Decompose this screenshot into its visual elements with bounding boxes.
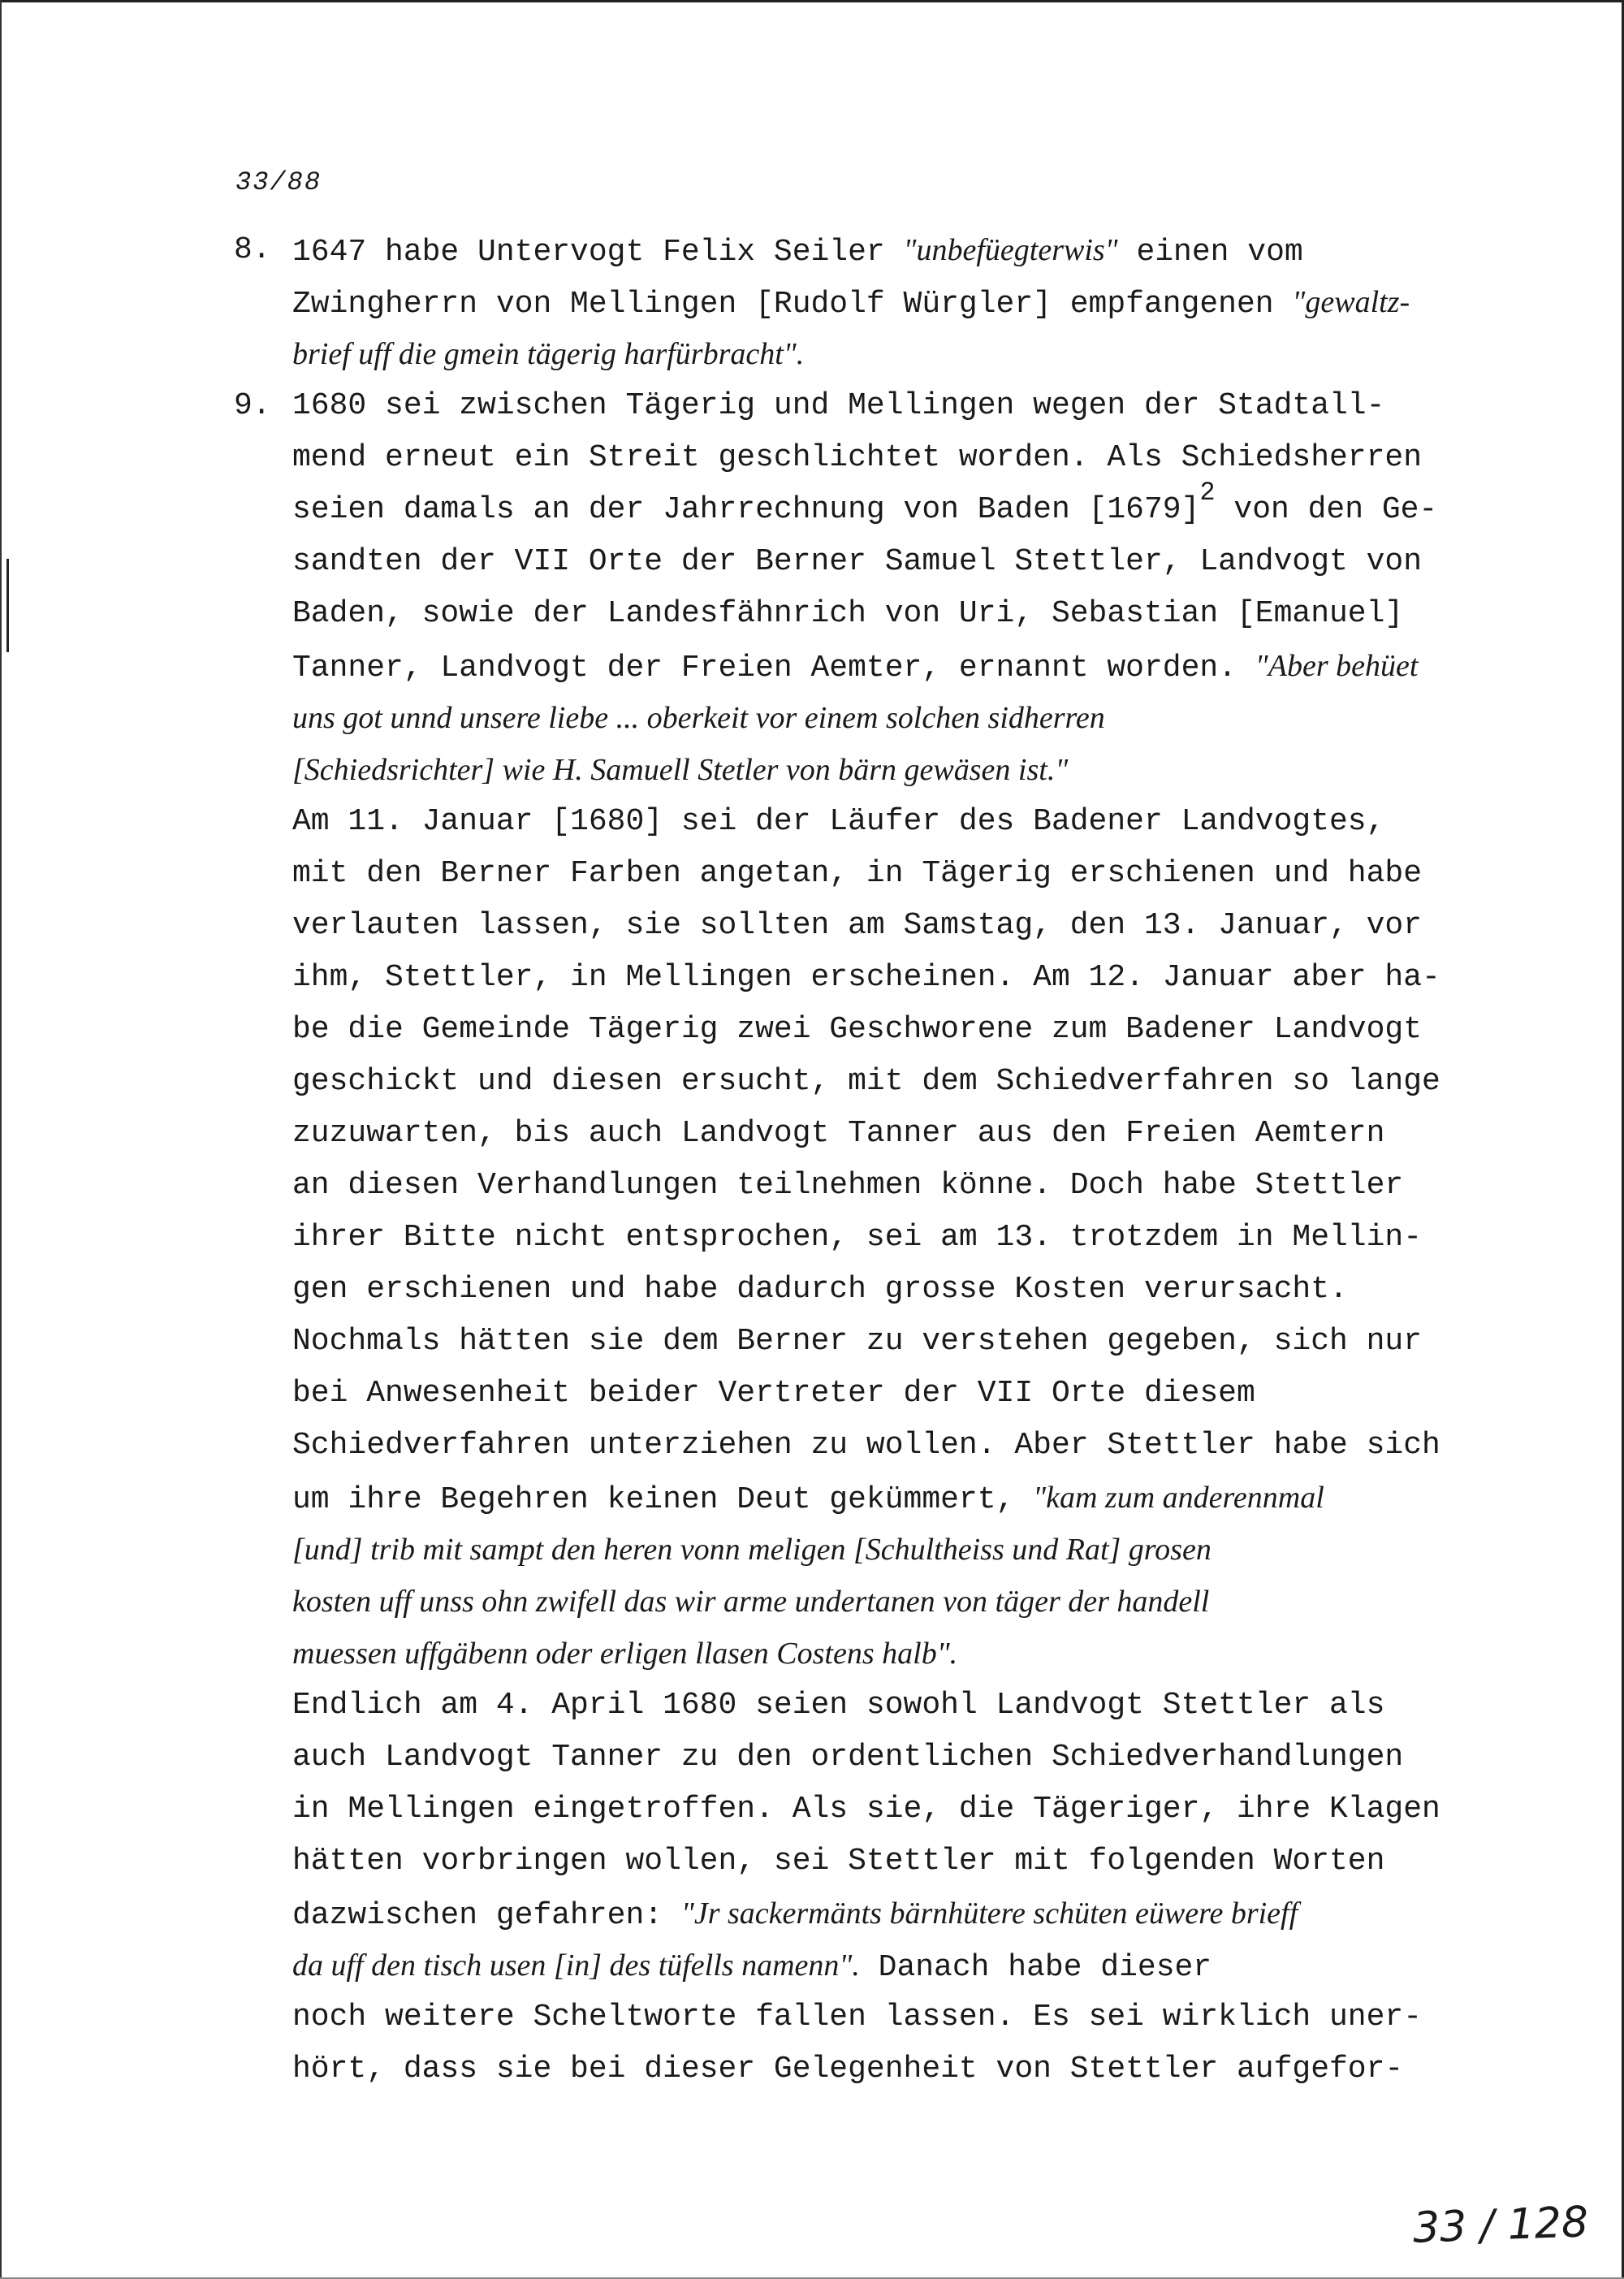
text-line — [292, 1836, 1510, 1888]
text-line — [292, 640, 1510, 692]
body-text: Nochmals hätten sie dem Berner zu verstehen gegeben, sich nur — [292, 1324, 1423, 1359]
paragraph-9 — [234, 380, 1510, 2095]
quoted-text: [Schiedsrichter] wie H. Samuell Stetler von bärn gewäsen ist." — [292, 753, 1069, 787]
quoted-text: "Jr sackermänts bärnhütere schüten eüwere brieff — [680, 1896, 1298, 1931]
text-line — [292, 744, 1510, 796]
folio-number: 33/88 — [235, 167, 322, 197]
page-frame-top — [0, 0, 1624, 2]
text-line — [292, 796, 1510, 848]
text-line — [292, 1004, 1510, 1056]
text-line — [292, 1940, 1510, 1991]
body-text: ihm, Stettler, in Mellingen erscheinen. Am 12. Januar aber ha- — [292, 960, 1440, 995]
text-line — [292, 1108, 1510, 1160]
text-line — [292, 900, 1510, 952]
body-text: dazwischen gefahren: — [292, 1898, 681, 1933]
quoted-text: da uff den tisch usen [in] des tüfells namenn". — [292, 1948, 860, 1983]
text-line — [292, 1680, 1510, 1732]
text-line — [292, 2043, 1510, 2095]
quoted-text: "Aber behüet — [1255, 649, 1419, 683]
text-line — [292, 588, 1510, 640]
body-text: hätten vorbringen wollen, sei Stettler mit folgenden Worten — [292, 1844, 1385, 1879]
text-line — [292, 1628, 1510, 1680]
handwritten-page-number: 33 / 128 — [1412, 2198, 1589, 2253]
paragraph-number: 9. — [234, 388, 271, 423]
text-line — [292, 276, 1510, 328]
text-line — [292, 1576, 1510, 1628]
body-text: Tanner, Landvogt der Freien Aemter, ernannt worden. — [292, 651, 1255, 685]
text-line — [292, 952, 1510, 1004]
text-line — [292, 1368, 1510, 1420]
body-text: Zwingherrn von Mellingen [Rudolf Würgler] empfangenen — [292, 287, 1293, 322]
body-text: Endlich am 4. April 1680 seien sowohl Landvogt Stettler als — [292, 1688, 1385, 1723]
quoted-text: kosten uff unss ohn zwifell das wir arme undertanen von täger der handell — [292, 1585, 1210, 1619]
text-line — [292, 536, 1510, 588]
paragraph-8 — [234, 224, 1510, 380]
body-text: Baden, sowie der Landesfähnrich von Uri, Sebastian [Emanuel] — [292, 596, 1404, 631]
body-text: 1647 habe Untervogt Felix Seiler — [292, 235, 904, 270]
quoted-text: "unbefüegterwis" — [903, 233, 1118, 267]
footnote-marker: 2 — [1199, 478, 1216, 508]
text-line — [292, 1991, 1510, 2043]
body-text: sandten der VII Orte der Berner Samuel Stettler, Landvogt von — [292, 544, 1423, 579]
paragraph-lines — [292, 224, 1510, 380]
body-text: Schiedverfahren unterziehen zu wollen. Aber Stettler habe sich — [292, 1428, 1440, 1463]
body-text: Danach habe dieser — [859, 1950, 1212, 1985]
text-line — [292, 848, 1510, 900]
text-line — [292, 432, 1510, 484]
body-text: seien damals an der Jahrrechnung von Baden [1679] — [292, 492, 1200, 527]
text-line — [292, 380, 1510, 432]
text-line — [292, 692, 1510, 744]
text-line — [292, 478, 1510, 536]
body-text: verlauten lassen, sie sollten am Samstag, den 13. Januar, vor — [292, 908, 1423, 943]
paragraph-lines — [292, 380, 1510, 2095]
text-line — [292, 224, 1510, 276]
body-text: 1680 sei zwischen Tägerig und Mellingen wegen der Stadtall- — [292, 388, 1385, 423]
text-line — [292, 1732, 1510, 1784]
page-frame-left — [0, 0, 2, 2279]
quoted-text: [und] trib mit sampt den heren vonn meligen [Schultheiss und Rat] grosen — [292, 1533, 1212, 1567]
text-line — [292, 1212, 1510, 1264]
paragraph-number: 8. — [234, 232, 271, 267]
body-text: auch Landvogt Tanner zu den ordentlichen Schiedverhandlungen — [292, 1740, 1404, 1775]
body-text: ihrer Bitte nicht entsprochen, sei am 13. trotzdem in Mellin- — [292, 1220, 1423, 1255]
text-line — [292, 328, 1510, 380]
body-text: gen erschienen und habe dadurch grosse Kosten verursacht. — [292, 1272, 1348, 1307]
margin-bracket-mark — [5, 559, 10, 656]
body-text: in Mellingen eingetroffen. Als sie, die Tägeriger, ihre Klagen — [292, 1792, 1440, 1827]
body-text: von den Ge- — [1215, 492, 1438, 527]
quoted-text: "kam zum anderennmal — [1033, 1481, 1324, 1515]
text-line — [292, 1784, 1510, 1836]
body-text: mit den Berner Farben angetan, in Tägerig erschienen und habe — [292, 856, 1423, 891]
body-text: be die Gemeinde Tägerig zwei Geschworene zum Badener Landvogt — [292, 1012, 1423, 1047]
body-text: geschickt und diesen ersucht, mit dem Schiedverfahren so lange — [292, 1064, 1440, 1099]
body-text: Am 11. Januar [1680] sei der Läufer des Badener Landvogtes, — [292, 804, 1385, 839]
text-line — [292, 1524, 1510, 1576]
body-text: bei Anwesenheit beider Vertreter der VII Orte diesem — [292, 1376, 1255, 1411]
quoted-text: uns got unnd unsere liebe ... oberkeit vor einem solchen sidherren — [292, 701, 1105, 735]
text-line — [292, 1316, 1510, 1368]
text-line — [292, 1420, 1510, 1472]
body-text: um ihre Begehren keinen Deut gekümmert, — [292, 1482, 1034, 1517]
body-text: mend erneut ein Streit geschlichtet worden. Als Schiedsherren — [292, 440, 1423, 475]
text-line — [292, 1472, 1510, 1524]
quoted-text: muessen uffgäbenn oder erligen llasen Costens halb". — [292, 1637, 958, 1671]
text-line — [292, 1888, 1510, 1940]
text-line — [292, 1160, 1510, 1212]
quoted-text: "gewaltz- — [1292, 285, 1410, 319]
body-text: einen vom — [1117, 235, 1303, 270]
text-line — [292, 1264, 1510, 1316]
body-text: an diesen Verhandlungen teilnehmen könne. Doch habe Stettler — [292, 1168, 1404, 1203]
body-text: zuzuwarten, bis auch Landvogt Tanner aus den Freien Aemtern — [292, 1116, 1385, 1151]
body-text: noch weitere Scheltworte fallen lassen. Es sei wirklich uner- — [292, 2000, 1423, 2035]
text-line — [292, 1056, 1510, 1108]
quoted-text: brief uff die gmein tägerig harfürbracht". — [292, 337, 805, 371]
body-text: hört, dass sie bei dieser Gelegenheit von Stettler aufgefor- — [292, 2052, 1404, 2087]
